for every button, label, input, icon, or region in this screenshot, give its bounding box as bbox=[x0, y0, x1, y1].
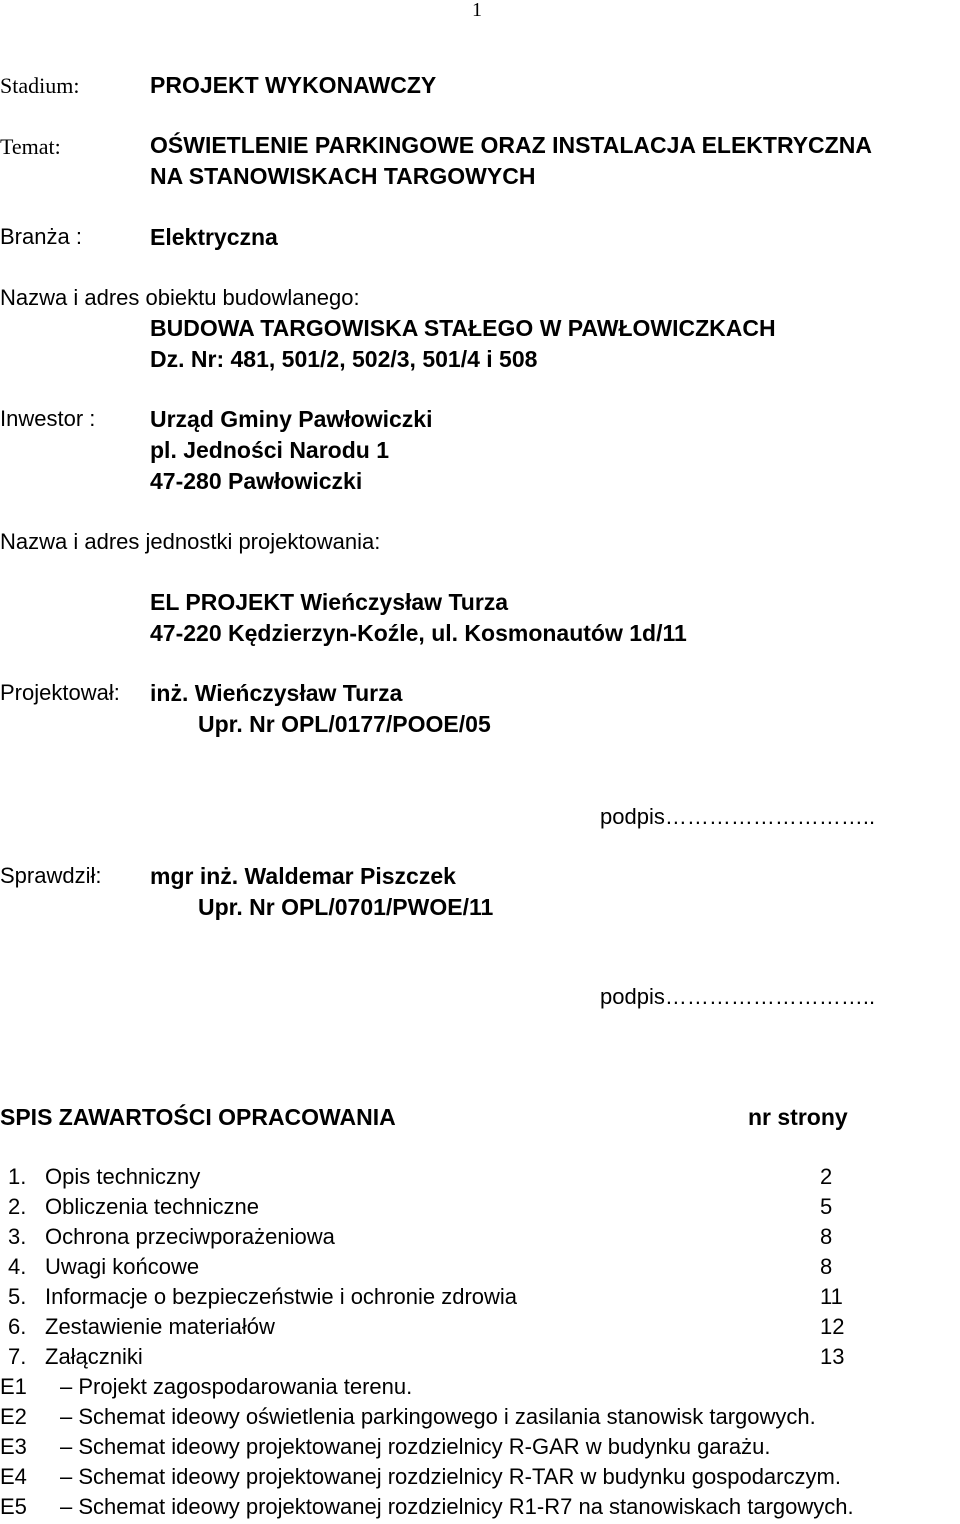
investor-address: pl. Jedności Narodu 1 bbox=[150, 437, 389, 463]
branch-label: Branża : bbox=[0, 224, 82, 249]
design-unit-label: Nazwa i adres jednostki projektowania: bbox=[0, 529, 381, 554]
subject-label: Temat: bbox=[0, 134, 61, 159]
designed-by-signature: podpis……………………….. bbox=[600, 804, 876, 829]
toc-item bbox=[0, 1194, 960, 1224]
toc-item bbox=[0, 1164, 960, 1194]
toc-item bbox=[0, 1314, 960, 1344]
object-label: Nazwa i adres obiektu budowlanego: bbox=[0, 285, 360, 310]
investor-name: Urząd Gminy Pawłowiczki bbox=[150, 406, 433, 432]
attachment-text: – Schemat ideowy projektowanej rozdzielnicy R-GAR w budynku garażu. bbox=[60, 1434, 771, 1459]
designed-by-license: Upr. Nr OPL/0177/POOE/05 bbox=[198, 711, 491, 737]
toc-item-text: Zestawienie materiałów bbox=[45, 1314, 275, 1339]
attachment-item bbox=[0, 1434, 960, 1464]
toc-item-page: 13 bbox=[820, 1344, 845, 1369]
subject-line-1: OŚWIETLENIE PARKINGOWE ORAZ INSTALACJA ELEKTRYCZNA bbox=[150, 132, 872, 158]
checked-by-license: Upr. Nr OPL/0701/PWOE/11 bbox=[198, 894, 494, 920]
investor-city: 47-280 Pawłowiczki bbox=[150, 468, 363, 494]
designed-by-label: Projektował: bbox=[0, 680, 120, 705]
toc-item-page: 8 bbox=[820, 1254, 833, 1279]
toc-item-text: Załączniki bbox=[45, 1344, 143, 1369]
toc-item-number: 2. bbox=[8, 1194, 27, 1219]
checked-by-name: mgr inż. Waldemar Piszczek bbox=[150, 863, 456, 889]
toc-item-page: 8 bbox=[820, 1224, 833, 1249]
toc-item bbox=[0, 1284, 960, 1314]
subject-line-2: NA STANOWISKACH TARGOWYCH bbox=[150, 163, 536, 189]
attachment-code: E1 bbox=[0, 1374, 27, 1399]
toc-page-header: nr strony bbox=[748, 1104, 848, 1130]
attachment-item bbox=[0, 1374, 960, 1404]
toc-item-text: Obliczenia techniczne bbox=[45, 1194, 260, 1219]
toc-item-number: 4. bbox=[8, 1254, 27, 1279]
toc-item-number: 3. bbox=[8, 1224, 27, 1249]
attachment-code: E3 bbox=[0, 1434, 27, 1459]
attachment-text: – Projekt zagospodarowania terenu. bbox=[60, 1374, 413, 1399]
checked-by-label: Sprawdził: bbox=[0, 863, 102, 888]
page-number: 1 bbox=[472, 0, 482, 21]
toc-item-text: Informacje o bezpieczeństwie i ochronie zdrowia bbox=[45, 1284, 518, 1309]
designed-by-name: inż. Wieńczysław Turza bbox=[150, 680, 403, 706]
object-name: BUDOWA TARGOWISKA STAŁEGO W PAWŁOWICZKACH bbox=[150, 315, 776, 341]
toc-item-text: Ochrona przeciwporażeniowa bbox=[45, 1224, 335, 1249]
object-plots: Dz. Nr: 481, 501/2, 502/3, 501/4 i 508 bbox=[150, 346, 538, 372]
toc-item-page: 5 bbox=[820, 1194, 833, 1219]
attachment-code: E2 bbox=[0, 1404, 27, 1429]
stage-value: PROJEKT WYKONAWCZY bbox=[150, 72, 437, 98]
toc-item-number: 6. bbox=[8, 1314, 27, 1339]
attachment-text: – Schemat ideowy projektowanej rozdzielnicy R1-R7 na stanowiskach targowych. bbox=[60, 1494, 854, 1519]
toc-item bbox=[0, 1224, 960, 1254]
attachment-text: – Schemat ideowy projektowanej rozdzielnicy R-TAR w budynku gospodarczym. bbox=[60, 1464, 841, 1489]
checked-by-signature: podpis……………………….. bbox=[600, 984, 876, 1009]
attachment-code: E4 bbox=[0, 1464, 27, 1489]
toc-item-page: 12 bbox=[820, 1314, 845, 1339]
toc-item-page: 2 bbox=[820, 1164, 833, 1189]
toc-item-text: Opis techniczny bbox=[45, 1164, 201, 1189]
design-unit-name: EL PROJEKT Wieńczysław Turza bbox=[150, 589, 509, 615]
attachment-item bbox=[0, 1404, 960, 1434]
toc-item-page: 11 bbox=[820, 1284, 843, 1309]
toc-item-number: 1. bbox=[8, 1164, 27, 1189]
attachment-list bbox=[0, 1374, 960, 1524]
toc-item bbox=[0, 1254, 960, 1284]
attachment-text: – Schemat ideowy oświetlenia parkingowego i zasilania stanowisk targowych. bbox=[60, 1404, 816, 1429]
attachment-item bbox=[0, 1494, 960, 1524]
toc-list bbox=[0, 1164, 960, 1374]
branch-value: Elektryczna bbox=[150, 224, 278, 250]
toc-item bbox=[0, 1344, 960, 1374]
toc-item-number: 5. bbox=[8, 1284, 27, 1309]
investor-label: Inwestor : bbox=[0, 406, 96, 431]
toc-title: SPIS ZAWARTOŚCI OPRACOWANIA bbox=[0, 1104, 396, 1130]
toc-item-number: 7. bbox=[8, 1344, 27, 1369]
stage-label: Stadium: bbox=[0, 73, 80, 98]
attachment-item bbox=[0, 1464, 960, 1494]
attachment-code: E5 bbox=[0, 1494, 27, 1519]
design-unit-address: 47-220 Kędzierzyn-Koźle, ul. Kosmonautów 1d/11 bbox=[150, 620, 687, 646]
toc-item-text: Uwagi końcowe bbox=[45, 1254, 200, 1279]
